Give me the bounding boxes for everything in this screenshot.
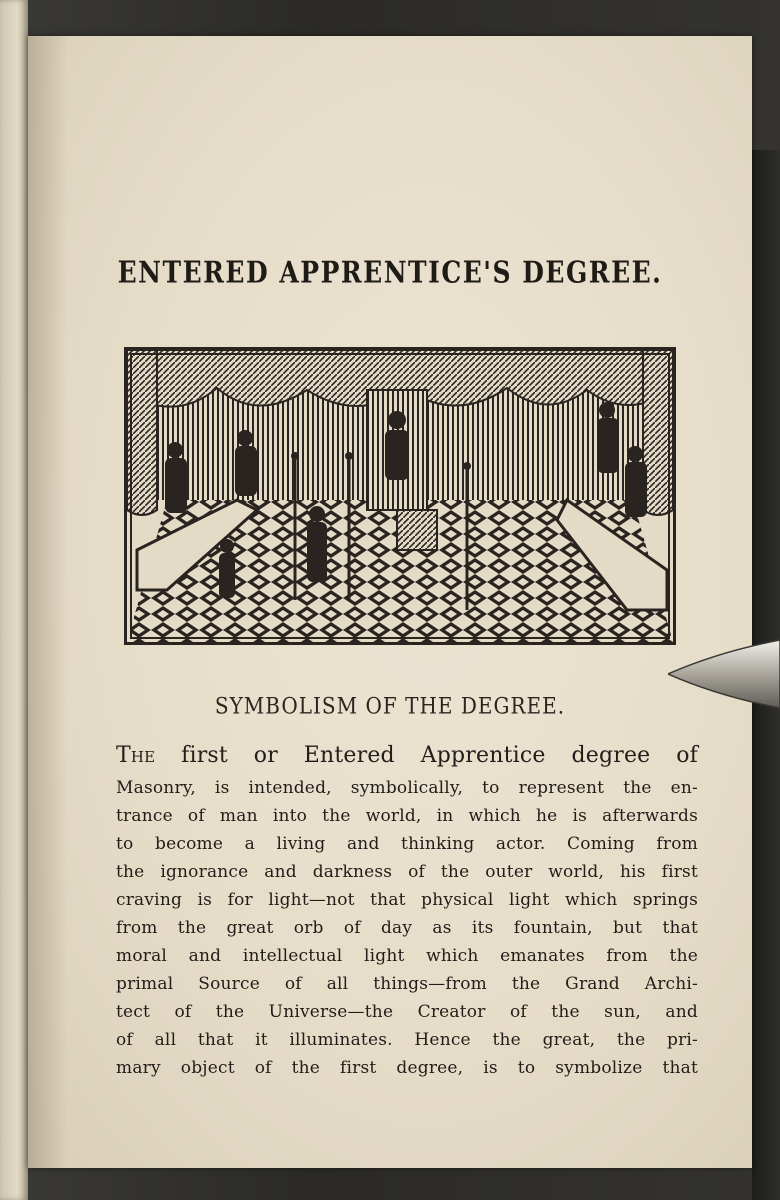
facing-page-edge — [0, 0, 28, 1200]
lodge-engraving-illustration — [124, 347, 676, 645]
text-line: Masonry, is intended, symbolically, to represent the en- — [116, 778, 698, 798]
section-heading: SYMBOLISM OF THE DEGREE. — [214, 692, 566, 720]
page-holder-blade-icon — [668, 634, 780, 712]
book-page — [28, 36, 752, 1168]
text-line: to become a living and thinking actor. Coming from — [116, 834, 698, 854]
drop-word: The — [116, 743, 156, 768]
paragraph-first-line — [116, 738, 698, 774]
binding-shadow — [28, 36, 68, 1168]
text-line: moral and intellectual light which emanates from the — [116, 946, 698, 966]
text-line: tect of the Universe—the Creator of the sun, and — [116, 1002, 698, 1022]
text-line: of all that it illuminates. Hence the great, the pri- — [116, 1030, 698, 1050]
body-paragraph — [116, 738, 698, 1082]
text-line: craving is for light—not that physical light which springs — [116, 890, 698, 910]
text-line: primal Source of all things—from the Grand Archi- — [116, 974, 698, 994]
text-line: the ignorance and darkness of the outer world, his first — [116, 862, 698, 882]
text-line: mary object of the first degree, is to symbolize that — [116, 1058, 698, 1078]
page-title: ENTERED APPRENTICE'S DEGREE. — [117, 255, 663, 290]
text-line: trance of man into the world, in which he is afterwards — [116, 806, 698, 826]
text-line: from the great orb of day as its fountain, but that — [116, 918, 698, 938]
first-line-text: first or Entered Apprentice degree of — [181, 743, 698, 768]
